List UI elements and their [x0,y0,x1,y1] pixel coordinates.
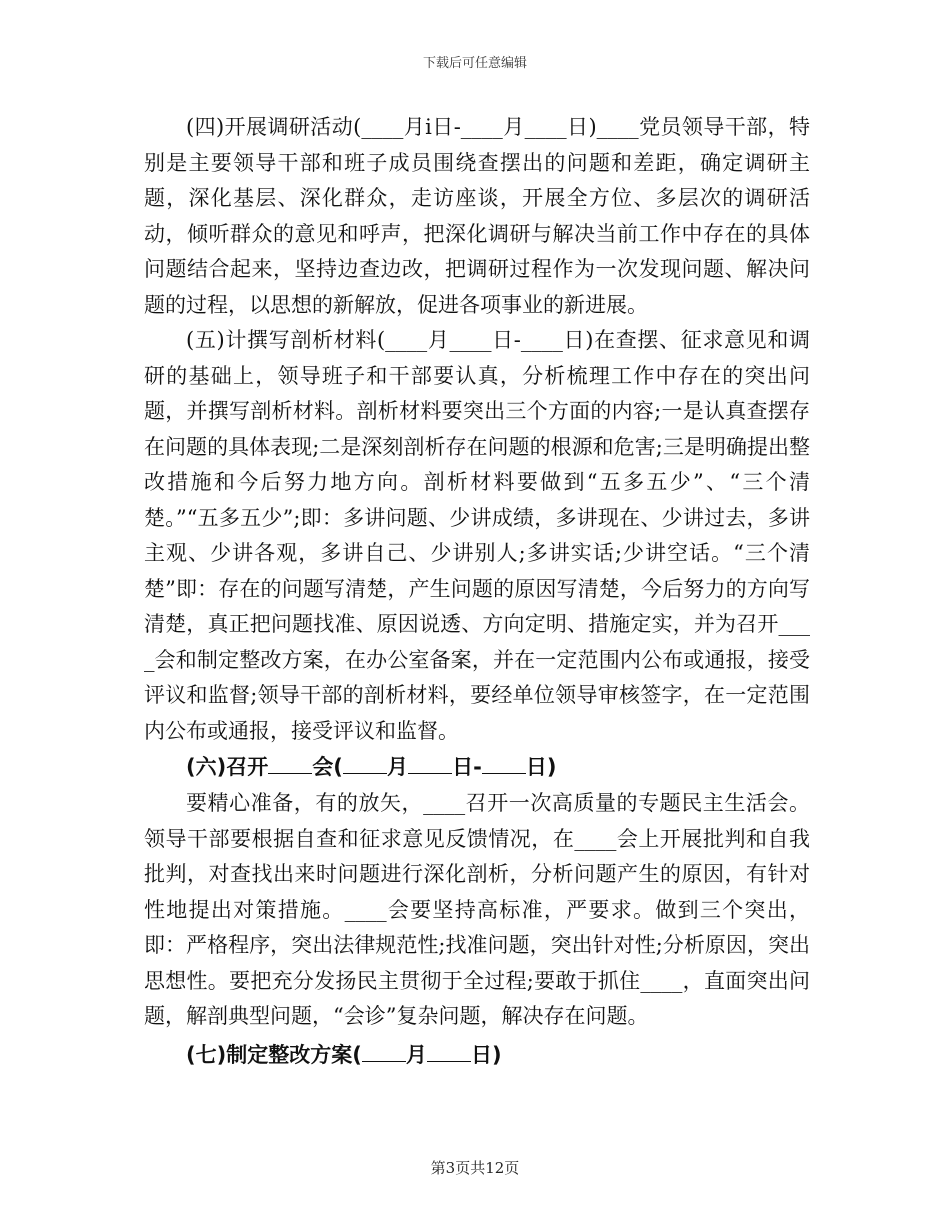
section-7-text-2: 月 [405,1042,427,1067]
section-7-text-3: 日) [470,1042,502,1067]
paragraph-6-meeting: 要精心准备，有的放矢，____召开一次高质量的专题民主生活会。领导干部要根据自查和征求意见反馈情况，在____会上开展批判和自我批判，对查找出来时问题进行深化剖析，分析问题产生的原因，有针对性地提出对策措施。____会要坚持高标准，严要求。做到三个突出，即：严格程序，突出法律规范性;找准问题，突出针对性;分析原因，突出思想性。要把充分发扬民主贯彻于全过程;要敢于抓住____，直面突出问题，解剖典型问题，“会诊”复杂问题，解决存在问题。 [144,791,810,1028]
blank-line [268,752,312,774]
section-6-text-4: 日- [452,755,482,779]
section-7-text-1: (七)制定整改方案( [186,1042,362,1067]
blank-line [408,752,452,774]
blank-line [362,1040,406,1062]
section-6-text-5: 日) [525,755,557,779]
blank-line [482,752,526,774]
blank-line [343,752,387,774]
section-6-text-3: 月 [387,755,408,779]
section-7-heading [144,1037,810,1074]
page-footer: 第3页共12页 [430,1159,520,1177]
paragraph-4-research: (四)开展调研活动(____月i日-____月____日)____党员领导干部，特别是主要领导干部和班子成员围绕查摆出的问题和差距，确定调研主题，深化基层、深化群众，走访座谈，开展全方位、多层次的调研活动，倾听群众的意见和呼声，把深化调研与解决当前工作中存在的具体问题结合起来，坚持边查边改，把调研过程作为一次发现问题、解决问题的过程，以思想的新解放，促进各项事业的新进展。 [144,115,810,317]
page-header: 下载后可任意编辑 [422,56,527,71]
section-6-heading [144,749,810,786]
document-body [144,110,810,1074]
section-6-text-2: 会( [312,755,343,779]
paragraph-5-analysis: (五)计撰写剖析材料(____月____日-____日)在查摆、征求意见和调研的基础上，领导班子和干部要认真，分析梳理工作中存在的突出问题，并撰写剖析材料。剖析材料要突出三个方面的内容;一是认真查摆存在问题的具体表现;二是深刻剖析存在问题的根源和危害;三是明确提出整改措施和今后努力地方向。剖析材料要做到“五多五少”、“三个清楚。”“五多五少”;即：多讲问题、少讲成绩，多讲现在、少讲过去，多讲主观、少讲各观，多讲自己、少讲别人;多讲实话;少讲空话。“三个清楚”即：存在的问题写清楚，产生问题的原因写清楚，今后努力的方向写清楚，真正把问题找准、原因说透、方向定明、措施定实，并为召开____会和制定整改方案，在办公室备案，并在一定范围内公布或通报，接受评议和监督;领导干部的剖析材料，要经单位领导审核签字，在一定范围内公布或通报，接受评议和监督。 [144,328,810,743]
section-6-text-1: (六)召开 [186,755,269,779]
blank-line [427,1040,471,1062]
